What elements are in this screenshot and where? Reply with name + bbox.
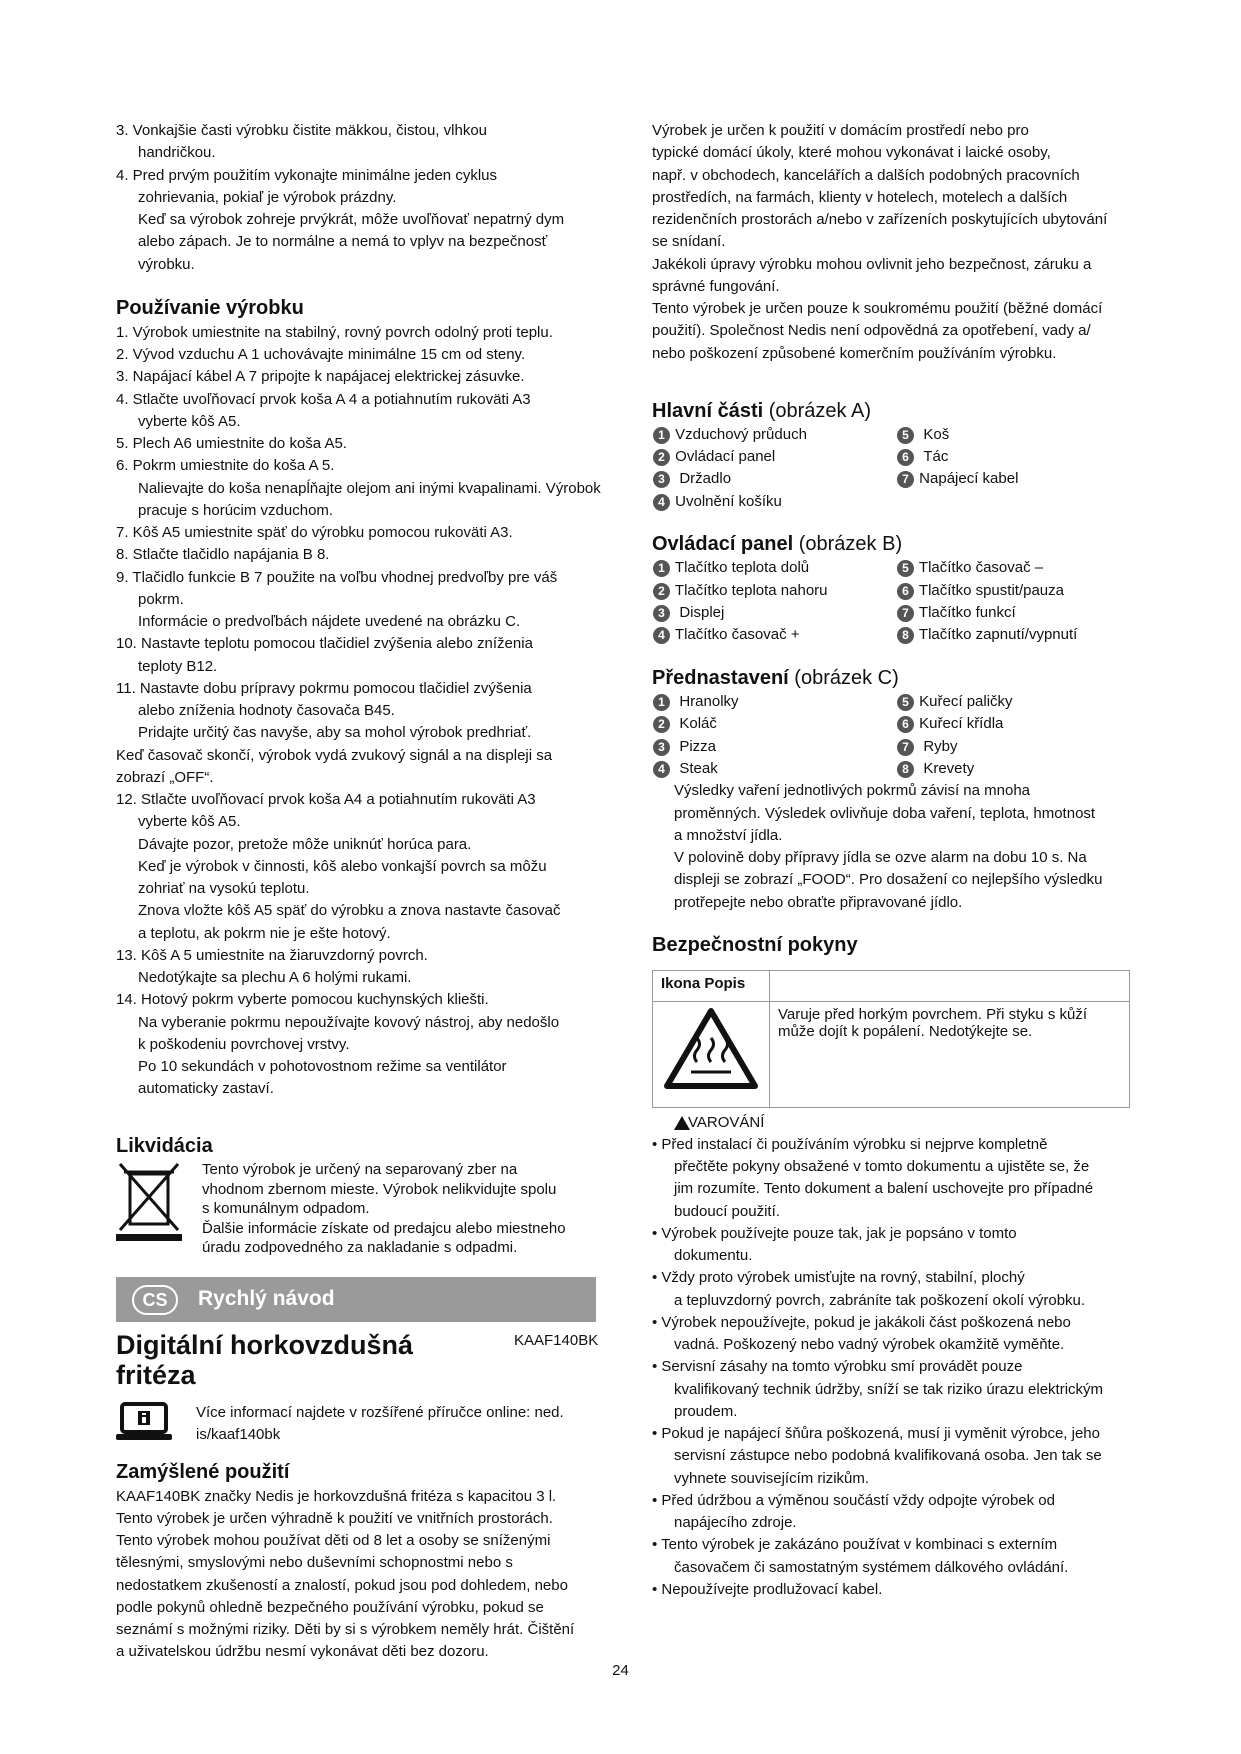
- text-line: alebo zníženia hodnoty časovača B45.: [138, 702, 395, 719]
- text-line: 12. Stlačte uvoľňovací prvok koša A4 a potiahnutím rukoväti A3: [116, 791, 536, 808]
- text-line: 6. Pokrm umiestnite do koša A 5.: [116, 457, 335, 474]
- warning-label: VAROVÁNÍ: [688, 1114, 765, 1131]
- preset-item: Krevety: [923, 760, 975, 777]
- text-line: časovačem či samostatným systémem dálkového ovládání.: [674, 1559, 1069, 1576]
- hot-surface-warning-icon: [663, 1006, 759, 1092]
- text-line: rezidenčních prostorách a/nebo v zařízeních poskytujících ubytování: [652, 211, 1108, 228]
- part-item: Držadlo: [679, 470, 732, 487]
- text-line: nebo poškození způsobené komerčním používáním výrobku.: [652, 345, 1057, 362]
- text-line: např. v obchodech, kancelářích a dalších podobných pracovních: [652, 167, 1080, 184]
- text-line: pokrm.: [138, 591, 184, 608]
- text-line: 3. Vonkajšie časti výrobku čistite mäkkou, čistou, vlhkou: [116, 122, 488, 139]
- text-line: Ďalšie informácie získate od predajcu alebo miestneho: [202, 1220, 566, 1237]
- text-line: • Před instalací či používáním výrobku si nejprve kompletně: [652, 1136, 1048, 1153]
- text-line: servisní zástupce nebo podobná kvalifikovaná osoba. Jen tak se: [674, 1447, 1102, 1464]
- section-heading-disposal: Likvidácia: [116, 1135, 213, 1157]
- text-line: 5. Plech A6 umiestnite do koša A5.: [116, 435, 347, 452]
- text-line: úradu zodpovedného za nakladanie s odpadmi.: [202, 1239, 518, 1256]
- text-line: prostředích, na farmách, klienty v hotelech, motelech a dalších: [652, 189, 1068, 206]
- text-line: • Pokud je napájecí šňůra poškozená, musí ji vyměnit výrobce, jeho: [652, 1425, 1100, 1442]
- presets-heading-text: Přednastavení: [652, 667, 789, 689]
- text-line: k poškodeniu povrchovej vrstvy.: [138, 1036, 350, 1053]
- section-heading-parts: [652, 399, 871, 423]
- text-line: 8. Stlačte tlačidlo napájania B 8.: [116, 546, 330, 563]
- text-line: s komunálnym odpadom.: [202, 1200, 370, 1217]
- text-line: správné fungování.: [652, 278, 780, 295]
- text-line: Více informací najdete v rozšířené příručce online: ned.: [196, 1404, 564, 1421]
- text-line: Tento výrobek mohou používat děti od 8 let a osoby se sníženými: [116, 1532, 551, 1549]
- text-line: Informácie o predvoľbách nájdete uvedené na obrázku C.: [138, 613, 521, 630]
- text-line: jim rozumíte. Tento dokument a balení uschovejte pro případné: [674, 1180, 1094, 1197]
- presets-figure-ref: (obrázek C): [794, 667, 899, 689]
- text-line: Keď časovač skončí, výrobok vydá zvukový signál a na displeji sa: [116, 747, 553, 764]
- text-line: 13. Kôš A 5 umiestnite na žiaruvzdorný povrch.: [116, 947, 428, 964]
- text-line: napájecího zdroje.: [674, 1514, 797, 1531]
- preset-item: Kuřecí paličky: [919, 693, 1013, 710]
- preset-item: Hranolky: [679, 693, 739, 710]
- section-heading-presets: [652, 666, 899, 690]
- text-line: pracuje s horúcim vzduchom.: [138, 502, 334, 519]
- section-heading-safety: Bezpečnostní pokyny: [652, 934, 858, 956]
- text-line: vadná. Poškozený nebo vadný výrobek okamžitě vyměňte.: [674, 1336, 1065, 1353]
- text-line: • Výrobek používejte pouze tak, jak je popsáno v tomto: [652, 1225, 1017, 1242]
- section-heading-usage: Používanie výrobku: [116, 297, 304, 319]
- text-line: Nalievajte do koša nenapĺňajte olejom ani inými kvapalinami. Výrobok: [138, 480, 601, 497]
- parts-heading-text: Hlavní části: [652, 400, 764, 422]
- text-line: a teplotu, ak pokrm nie je ešte hotový.: [138, 925, 391, 942]
- part-item: Tác: [923, 448, 949, 465]
- text-line: protřepejte nebo obraťte připravované jídlo.: [674, 894, 963, 911]
- page-number: 24: [612, 1662, 629, 1679]
- text-line: is/kaaf140bk: [196, 1426, 281, 1443]
- text-line: V polovině doby přípravy jídla se ozve alarm na dobu 10 s. Na: [674, 849, 1087, 866]
- weee-bin-icon: [116, 1160, 182, 1244]
- text-line: Výrobek je určen k použití v domácím prostředí nebo pro: [652, 122, 1029, 139]
- text-line: Výsledky vaření jednotlivých pokrmů závisí na mnoha: [674, 782, 1031, 799]
- text-line: seznámí s možnými riziky. Děti by si s výrobkem neměly hrát. Čištění: [116, 1621, 575, 1638]
- text-line: 7. Kôš A5 umiestnite späť do výrobku pomocou rukoväti A3.: [116, 524, 513, 541]
- text-line: Tento výrobok je určený na separovaný zber na: [202, 1161, 518, 1178]
- table-desc-line: Varuje před horkým povrchem. Při styku s kůží: [778, 1006, 1087, 1023]
- text-line: se snídaní.: [652, 233, 726, 250]
- text-line: Znova vložte kôš A5 späť do výrobku a znova nastavte časovač: [138, 902, 561, 919]
- text-line: zohriať na vysokú teplotu.: [138, 880, 310, 897]
- text-line: a množství jídla.: [674, 827, 783, 844]
- panel-item: Tlačítko teplota dolů: [674, 559, 810, 576]
- text-line: handričkou.: [138, 144, 216, 161]
- laptop-info-icon: [116, 1402, 172, 1442]
- text-line: 10. Nastavte teplotu pomocou tlačidiel zvýšenia alebo zníženia: [116, 635, 533, 652]
- product-title: Digitální horkovzdušná fritéza: [116, 1330, 414, 1390]
- panel-item: Tlačítko časovač +: [674, 626, 800, 643]
- text-line: 2. Vývod vzduchu A 1 uchovávajte minimálne 15 cm od steny.: [116, 346, 526, 363]
- part-item: Uvolnění košíku: [675, 493, 782, 510]
- icon-description-table: [652, 970, 1130, 1108]
- part-item: Napájecí kabel: [919, 470, 1019, 487]
- banner-title: Rychlý návod: [198, 1287, 335, 1310]
- text-line: • Výrobek nepoužívejte, pokud je jakákoli část poškozená nebo: [652, 1314, 1071, 1331]
- text-line: kvalifikovaný technik údržby, sníží se tak riziko úrazu elektrickým: [674, 1381, 1104, 1398]
- text-line: 1. Výrobok umiestnite na stabilný, rovný povrch odolný proti teplu.: [116, 324, 553, 341]
- panel-item: Tlačítko časovač –: [918, 559, 1044, 576]
- panel-item: Tlačítko zapnutí/vypnutí: [918, 626, 1078, 643]
- text-line: vyberte kôš A5.: [138, 813, 241, 830]
- language-badge: CS: [132, 1285, 178, 1315]
- panel-item: Tlačítko teplota nahoru: [674, 582, 828, 599]
- text-line: a tepluvzdorný povrch, zabráníte tak poškození okolí výrobku.: [674, 1292, 1086, 1309]
- text-line: automaticky zastaví.: [138, 1080, 274, 1097]
- text-line: 4. Pred prvým použitím vykonajte minimálne jeden cyklus: [116, 167, 497, 184]
- text-line: tělesnými, smyslovými nebo duševními schopnostmi nebo s: [116, 1554, 513, 1571]
- panel-heading-text: Ovládací panel: [652, 533, 794, 555]
- preset-item: Steak: [679, 760, 718, 777]
- part-item: Vzduchový průduch: [675, 426, 807, 443]
- text-line: teploty B12.: [138, 658, 218, 675]
- text-line: vhodnom zbernom mieste. Výrobok nelikvidujte spolu: [202, 1181, 557, 1198]
- part-item: Koš: [923, 426, 950, 443]
- text-line: podle pokynů ohledně bezpečného používání výrobku, pokud se: [116, 1599, 544, 1616]
- text-line: • Nepoužívejte prodlužovací kabel.: [652, 1581, 883, 1598]
- text-line: Po 10 sekundách v pohotovostnom režime sa ventilátor: [138, 1058, 507, 1075]
- text-line: typické domácí úkoly, které mohou vykonávat i laické osoby,: [652, 144, 1051, 161]
- text-line: budoucí použití.: [674, 1203, 780, 1220]
- text-line: 9. Tlačidlo funkcie B 7 použite na voľbu vhodnej predvoľby pre váš: [116, 569, 558, 586]
- text-line: přečtěte pokyny obsažené v tomto dokumentu a ujistěte se, že: [674, 1158, 1090, 1175]
- text-line: výrobku.: [138, 256, 195, 273]
- text-line: Jakékoli úpravy výrobku mohou ovlivnit jeho bezpečnost, záruku a: [652, 256, 1092, 273]
- part-item: Ovládací panel: [675, 448, 776, 465]
- text-line: 4. Stlačte uvoľňovací prvok koša A 4 a potiahnutím rukoväti A3: [116, 391, 531, 408]
- text-line: Pridajte určitý čas navyše, aby sa mohol výrobok predhriať.: [138, 724, 532, 741]
- table-header: Ikona Popis: [653, 971, 770, 1002]
- quick-guide-banner: [116, 1277, 596, 1322]
- model-number: KAAF140BK: [514, 1332, 599, 1349]
- text-line: • Tento výrobek je zakázáno používat v kombinaci s externím: [652, 1536, 1058, 1553]
- text-line: Nedotýkajte sa plechu A 6 holými rukami.: [138, 969, 412, 986]
- preset-item: Ryby: [923, 738, 958, 755]
- text-line: použití). Společnost Nedis není odpovědná za opotřebení, vady a/: [652, 322, 1091, 339]
- text-line: displeji se zobrazí „FOOD“. Pro dosažení co nejlepšího výsledku: [674, 871, 1103, 888]
- panel-item: Tlačítko funkcí: [918, 604, 1016, 621]
- text-line: Tento výrobek je určen pouze k soukromému použití (běžné domácí: [652, 300, 1103, 317]
- panel-figure-ref: (obrázek B): [798, 533, 903, 555]
- parts-figure-ref: (obrázek A): [768, 400, 871, 422]
- text-line: vyberte kôš A5.: [138, 413, 241, 430]
- preset-item: Pizza: [679, 738, 717, 755]
- panel-item: Tlačítko spustit/pauza: [918, 582, 1064, 599]
- text-line: nedostatkem zkušeností a znalostí, pokud jsou pod dohledem, nebo: [116, 1577, 568, 1594]
- text-line: • Servisní zásahy na tomto výrobku smí provádět pouze: [652, 1358, 1023, 1375]
- text-line: 11. Nastavte dobu prípravy pokrmu pomocou tlačidiel zvýšenia: [116, 680, 532, 697]
- text-line: Tento výrobek je určen výhradně k použití ve vnitřních prostorách.: [116, 1510, 553, 1527]
- text-line: • Před údržbou a výměnou součástí vždy odpojte výrobek od: [652, 1492, 1055, 1509]
- text-line: proměnných. Výsledek ovlivňuje doba vaření, teplota, hmotnost: [674, 805, 1096, 822]
- text-line: KAAF140BK značky Nedis je horkovzdušná fritéza s kapacitou 3 l.: [116, 1488, 557, 1505]
- text-line: alebo zápach. Je to normálne a nemá to vplyv na bezpečnosť: [138, 233, 548, 250]
- text-line: dokumentu.: [674, 1247, 753, 1264]
- panel-item: Displej: [679, 604, 725, 621]
- text-line: vyhnete souvisejícím rizikům.: [674, 1470, 870, 1487]
- preset-item: Koláč: [679, 715, 717, 732]
- text-line: Keď sa výrobok zohreje prvýkrát, môže uvoľňovať nepatrný dym: [138, 211, 565, 228]
- text-line: • Vždy proto výrobek umisťujte na rovný, stabilní, plochý: [652, 1269, 1025, 1286]
- text-line: 3. Napájací kábel A 7 pripojte k napájacej elektrickej zásuvke.: [116, 368, 525, 385]
- section-heading-intended: Zamýšlené použití: [116, 1461, 290, 1483]
- section-heading-panel: [652, 532, 902, 556]
- text-line: a uživatelskou údržbu nesmí vykonávat děti bez dozoru.: [116, 1643, 489, 1660]
- text-line: Dávajte pozor, pretože môže uniknúť horúca para.: [138, 836, 472, 853]
- text-line: zohrievania, pokiaľ je výrobok prázdny.: [138, 189, 397, 206]
- preset-item: Kuřecí křídla: [919, 715, 1004, 732]
- text-line: Keď je výrobok v činnosti, kôš alebo vonkajší povrch sa môžu: [138, 858, 547, 875]
- text-line: 14. Hotový pokrm vyberte pomocou kuchynských kliešti.: [116, 991, 489, 1008]
- text-line: Na vyberanie pokrmu nepoužívajte kovový nástroj, aby nedošlo: [138, 1014, 560, 1031]
- text-line: zobrazí „OFF“.: [116, 769, 214, 786]
- text-line: proudem.: [674, 1403, 738, 1420]
- table-desc-line: může dojít k popálení. Nedotýkejte se.: [778, 1023, 1033, 1040]
